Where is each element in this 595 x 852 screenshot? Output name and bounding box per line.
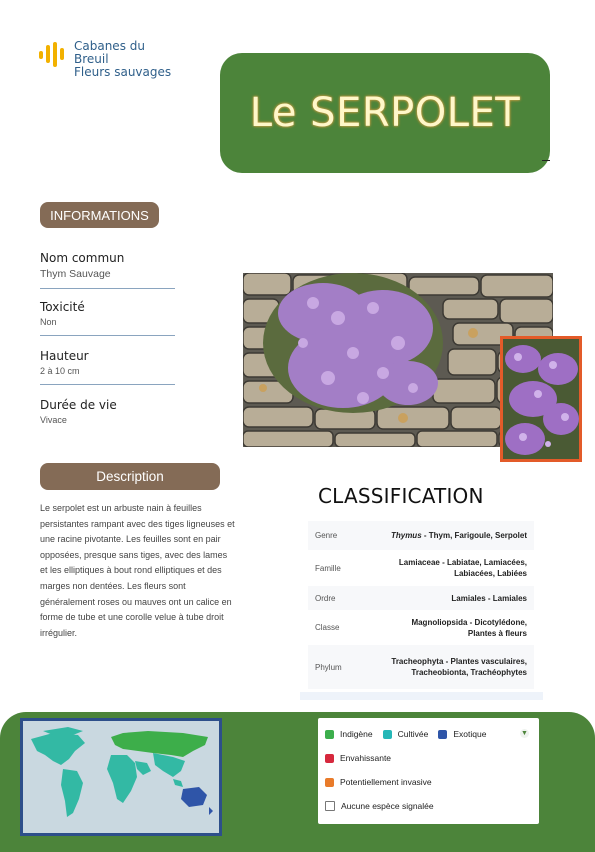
table-footer <box>300 692 543 700</box>
legend-item-exotic <box>438 729 486 739</box>
legend-item-potentially-invasive <box>325 777 432 787</box>
class-key: Phylum <box>315 662 342 672</box>
info-field-height <box>40 349 175 385</box>
table-row <box>308 645 534 689</box>
title-banner <box>220 53 550 173</box>
field-label: Durée de vie <box>40 398 117 412</box>
legend-item-none-reported <box>325 801 434 811</box>
info-field-common-name <box>40 251 175 289</box>
field-divider <box>40 288 175 289</box>
class-value-emphasis: Thymus <box>390 531 422 540</box>
class-key: Ordre <box>315 593 336 603</box>
inset-photo <box>500 336 582 462</box>
brand-line-2: Breuil <box>74 52 109 66</box>
brand-logo-icon <box>38 42 68 68</box>
legend-item-native <box>325 729 373 739</box>
field-value: Non <box>40 317 57 327</box>
field-divider <box>40 335 175 336</box>
legend-label: Aucune espèce signalée <box>341 801 434 811</box>
page-title: Le SERPOLET <box>249 90 521 136</box>
class-value: Magnoliopsida - Dicotylédone, Plantes à fleurs <box>411 617 527 638</box>
brand-name <box>74 40 171 79</box>
table-row <box>308 550 534 586</box>
legend-label: Potentiellement invasive <box>340 777 432 787</box>
description-heading: Description <box>40 463 220 490</box>
legend-label: Exotique <box>453 729 487 739</box>
description-text: Le serpolet est un arbuste nain à feuilles persistantes rampant avec des tiges ligneuses et une racine pivotante. Les feuilles sont en pair opposées, presque sans tiges, avec des lames et les elliptiques à bout rond elliptiques et des marges non dentées. Les fleurs sont généralement roses ou mauves ont un calice en forme de tube et une corolle velue à tube droit irrégulier. <box>40 503 235 638</box>
brand-line-3: Fleurs sauvages <box>74 65 172 79</box>
field-label: Hauteur <box>40 349 89 363</box>
chevron-down-icon[interactable]: ▼ <box>521 730 528 737</box>
field-divider <box>40 384 175 385</box>
brand-line-1: Cabanes du <box>74 39 145 53</box>
class-value: Lamiales - Lamiales <box>451 593 527 603</box>
legend-label: Cultivée <box>397 729 429 739</box>
info-field-lifespan <box>40 398 175 425</box>
class-value: Lamiaceae - Labiatae, Lamiacées, Labiacées, Labiées <box>398 558 527 578</box>
legend-row <box>325 729 496 739</box>
table-row <box>308 610 534 645</box>
table-row <box>308 586 534 610</box>
class-key: Classe <box>315 623 340 632</box>
field-value: Vivace <box>40 415 67 425</box>
table-row <box>308 521 534 550</box>
info-field-toxicity <box>40 300 175 336</box>
legend-item-invasive <box>325 753 391 763</box>
field-label: Toxicité <box>40 300 85 314</box>
class-value-text: - Thym, Farigoule, Serpolet <box>421 531 527 540</box>
legend-label: Indigène <box>340 729 373 739</box>
divider <box>542 160 550 161</box>
classification-heading: CLASSIFICATION <box>318 484 484 508</box>
legend-swatch <box>325 754 334 763</box>
legend-item-cultivated <box>383 729 429 739</box>
class-key: Famille <box>315 563 341 573</box>
class-key: Genre <box>315 531 338 540</box>
legend-checkbox[interactable] <box>325 801 335 811</box>
legend-label: Envahissante <box>340 753 392 763</box>
class-value: Tracheophyta - Plantes vasculaires, Tracheobionta, Trachéophytes <box>391 657 527 677</box>
legend-swatch <box>438 730 447 739</box>
distribution-map <box>20 718 222 836</box>
legend-swatch <box>383 730 392 739</box>
field-value: 2 à 10 cm <box>40 366 80 376</box>
class-value <box>385 521 534 550</box>
legend-swatch <box>325 778 334 787</box>
map-legend <box>318 718 539 824</box>
classification-table <box>308 521 534 689</box>
informations-heading: INFORMATIONS <box>40 202 159 228</box>
field-value: Thym Sauvage <box>40 268 111 280</box>
field-label: Nom commun <box>40 251 125 265</box>
legend-swatch <box>325 730 334 739</box>
